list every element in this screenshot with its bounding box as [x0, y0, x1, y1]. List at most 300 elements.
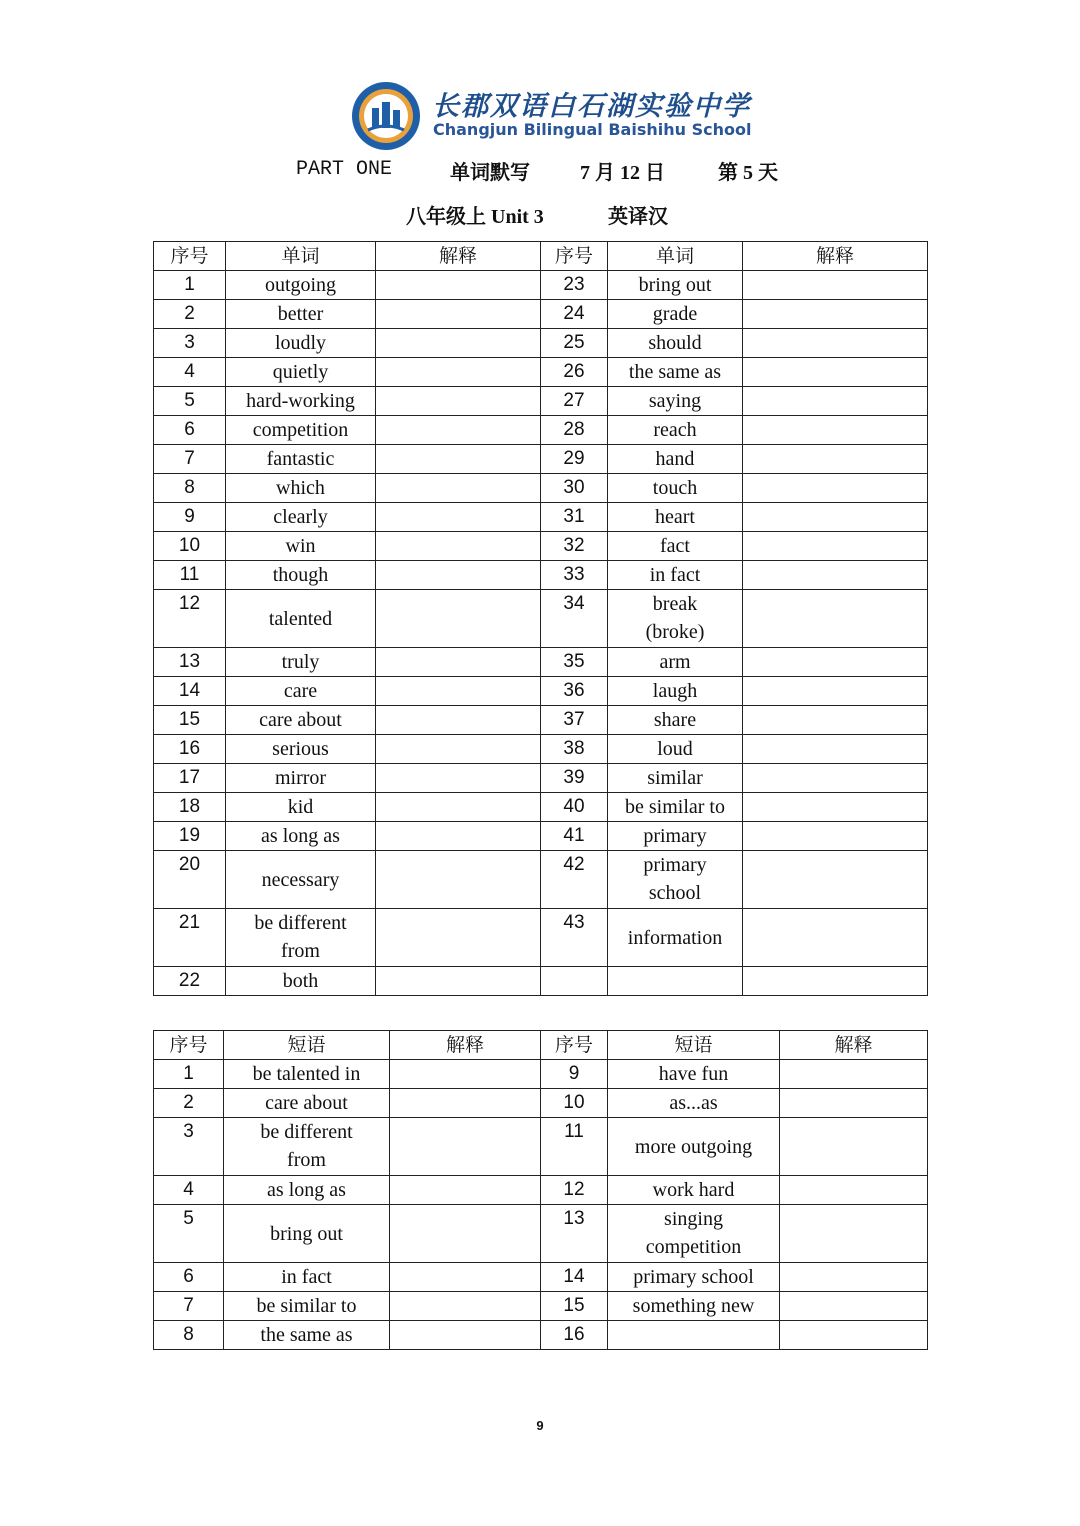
row-index-text: 11	[564, 1121, 584, 1142]
row-index-text: 3	[183, 1121, 194, 1142]
row-index	[154, 822, 226, 851]
task-label: 单词默写	[450, 162, 530, 184]
row-index-text: 9	[184, 506, 195, 527]
row-index-text: 13	[178, 651, 201, 672]
row-index	[541, 590, 608, 648]
row-index-text: 21	[178, 912, 201, 933]
word-cell-text: kid	[287, 796, 314, 818]
word-cell	[608, 909, 743, 967]
meaning-answer-cell[interactable]	[743, 909, 928, 967]
row-index-text: 37	[563, 709, 585, 730]
word-cell-text: should	[648, 332, 702, 354]
meaning-answer-cell[interactable]	[390, 1321, 541, 1350]
row-index-text: 42	[563, 854, 585, 875]
word-cell	[226, 445, 376, 474]
word-cell-text: share	[653, 709, 697, 731]
table-row	[154, 1205, 928, 1263]
row-index	[541, 1263, 608, 1292]
meaning-answer-cell[interactable]	[376, 416, 541, 445]
grade-unit-label: 八年级上 Unit 3	[406, 206, 544, 228]
meaning-answer-cell[interactable]	[390, 1089, 541, 1118]
word-cell-text: both	[282, 970, 319, 992]
row-index	[154, 271, 226, 300]
word-cell-text: heart	[655, 506, 695, 528]
row-index	[154, 706, 226, 735]
word-cell-text: touch	[652, 477, 698, 499]
row-index	[154, 590, 226, 648]
phrase-cell	[224, 1321, 390, 1350]
word-cell	[608, 677, 743, 706]
row-index	[541, 648, 608, 677]
meaning-answer-cell[interactable]	[743, 706, 928, 735]
meaning-answer-cell[interactable]	[780, 1263, 928, 1292]
meaning-answer-cell[interactable]	[390, 1263, 541, 1292]
meaning-answer-cell[interactable]	[390, 1205, 541, 1263]
row-index-text: 17	[178, 767, 201, 788]
word-cell	[608, 822, 743, 851]
row-index-text: 4	[183, 1179, 194, 1200]
column-header-meaning: 解释	[780, 1031, 928, 1060]
word-cell	[608, 590, 743, 648]
table-row	[154, 416, 928, 445]
word-cell-text: competition	[252, 419, 349, 441]
word-cell-text: loud	[657, 738, 693, 760]
school-name-cn: 长郡双语白石湖实验中学	[432, 91, 751, 122]
word-cell	[608, 735, 743, 764]
table-row	[154, 909, 928, 967]
meaning-answer-cell[interactable]	[743, 822, 928, 851]
word-cell	[226, 735, 376, 764]
meaning-answer-cell[interactable]	[743, 590, 928, 648]
meaning-answer-cell[interactable]	[780, 1118, 928, 1176]
phrase-cell	[608, 1118, 780, 1176]
row-index-text: 28	[563, 419, 585, 440]
phrase-cell	[608, 1060, 780, 1089]
meaning-answer-cell[interactable]	[780, 1205, 928, 1263]
row-index-text: 12	[178, 593, 201, 614]
meaning-answer-cell[interactable]	[743, 416, 928, 445]
table-row	[154, 1263, 928, 1292]
word-cell-text: hand	[655, 448, 695, 470]
day-label: 第 5 天	[718, 162, 778, 184]
column-header-phrase: 短语	[608, 1031, 780, 1060]
row-index	[154, 1176, 224, 1205]
row-index-text: 2	[184, 303, 195, 324]
meaning-answer-cell[interactable]	[780, 1292, 928, 1321]
word-cell-text: quietly	[272, 361, 329, 383]
phrase-cell-text: primary school	[633, 1266, 754, 1288]
meaning-answer-cell[interactable]	[390, 1118, 541, 1176]
word-cell-text: care about	[259, 709, 342, 731]
column-header-meaning: 解释	[376, 242, 541, 271]
word-cell-text: primary	[643, 825, 707, 847]
meaning-answer-cell[interactable]	[743, 329, 928, 358]
meaning-answer-cell[interactable]	[376, 851, 541, 909]
row-index	[154, 561, 226, 590]
meaning-answer-cell[interactable]	[743, 764, 928, 793]
column-header-index: 序号	[541, 242, 608, 271]
row-index-text: 5	[184, 390, 195, 411]
meaning-answer-cell[interactable]	[743, 358, 928, 387]
row-index	[154, 1263, 224, 1292]
meaning-answer-cell[interactable]	[743, 677, 928, 706]
row-index	[541, 1060, 608, 1089]
phrase-cell	[608, 1176, 780, 1205]
word-cell	[226, 851, 376, 909]
row-index	[154, 532, 226, 561]
phrase-cell	[608, 1263, 780, 1292]
row-index	[541, 793, 608, 822]
word-cell-text: win	[285, 535, 316, 557]
phrase-cell	[608, 1089, 780, 1118]
row-index	[154, 445, 226, 474]
meaning-answer-cell[interactable]	[376, 300, 541, 329]
table-row	[154, 764, 928, 793]
word-cell	[226, 300, 376, 329]
meaning-answer-cell[interactable]	[743, 561, 928, 590]
meaning-answer-cell[interactable]	[376, 387, 541, 416]
phrase-cell	[224, 1292, 390, 1321]
meaning-answer-cell[interactable]	[390, 1060, 541, 1089]
meaning-answer-cell[interactable]	[376, 822, 541, 851]
meaning-answer-cell[interactable]	[376, 909, 541, 967]
row-index	[541, 967, 608, 996]
date-label: 7 月 12 日	[580, 162, 665, 184]
table-row	[154, 1292, 928, 1321]
meaning-answer-cell[interactable]	[743, 503, 928, 532]
row-index-text: 6	[184, 419, 195, 440]
meaning-answer-cell[interactable]	[376, 706, 541, 735]
word-cell-text: serious	[272, 738, 329, 760]
word-cell-text: bring out	[638, 274, 712, 296]
row-index-text: 41	[563, 825, 585, 846]
meaning-answer-cell[interactable]	[376, 764, 541, 793]
column-header-index: 序号	[541, 1031, 608, 1060]
word-cell	[608, 474, 743, 503]
meaning-answer-cell[interactable]	[376, 677, 541, 706]
row-index-text: 43	[563, 912, 585, 933]
table-row	[154, 358, 928, 387]
row-index	[541, 764, 608, 793]
table-row	[154, 300, 928, 329]
word-cell	[226, 764, 376, 793]
words-table	[153, 241, 928, 996]
word-cell	[226, 474, 376, 503]
word-cell	[608, 851, 743, 909]
word-cell	[608, 706, 743, 735]
meaning-answer-cell[interactable]	[376, 329, 541, 358]
table-row	[154, 445, 928, 474]
table-row	[154, 329, 928, 358]
word-cell	[226, 793, 376, 822]
row-index-text: 13	[563, 1208, 585, 1229]
row-index-text: 7	[184, 448, 195, 469]
table-row	[154, 822, 928, 851]
row-index-text: 35	[563, 651, 585, 672]
meaning-answer-cell[interactable]	[743, 967, 928, 996]
row-index-text: 10	[178, 535, 201, 556]
word-cell	[226, 909, 376, 967]
meaning-answer-cell[interactable]	[780, 1060, 928, 1089]
row-index-text: 26	[563, 361, 585, 382]
phrases-table	[153, 1030, 928, 1350]
phrase-cell	[608, 1292, 780, 1321]
word-cell	[226, 706, 376, 735]
word-cell	[226, 590, 376, 648]
row-index	[154, 1089, 224, 1118]
column-header-word: 单词	[226, 242, 376, 271]
words-table-header-row	[154, 242, 928, 271]
word-cell-text: the same as	[628, 361, 722, 383]
word-cell-text: fantastic	[266, 448, 335, 470]
row-index-text: 31	[563, 506, 585, 527]
word-cell-text: primary	[643, 854, 707, 876]
phrase-cell	[224, 1263, 390, 1292]
word-cell	[608, 967, 743, 996]
word-cell	[608, 271, 743, 300]
word-cell-text: outgoing	[264, 274, 337, 296]
word-cell	[608, 358, 743, 387]
column-header-meaning: 解释	[743, 242, 928, 271]
meaning-answer-cell[interactable]	[376, 503, 541, 532]
row-index-text: 12	[563, 1179, 585, 1200]
row-index-text: 4	[184, 361, 195, 382]
meaning-answer-cell[interactable]	[743, 648, 928, 677]
phrase-cell-text: be similar to	[256, 1295, 357, 1317]
word-cell	[226, 503, 376, 532]
row-index	[154, 735, 226, 764]
row-index	[154, 329, 226, 358]
word-cell-text: truly	[281, 651, 320, 673]
row-index-text: 10	[563, 1092, 585, 1113]
row-index	[541, 706, 608, 735]
meaning-answer-cell[interactable]	[743, 271, 928, 300]
table-row	[154, 967, 928, 996]
word-cell-text: similar	[647, 767, 703, 789]
table-row	[154, 1321, 928, 1350]
row-index-text: 36	[563, 680, 585, 701]
meaning-answer-cell[interactable]	[780, 1176, 928, 1205]
table-row	[154, 271, 928, 300]
row-index	[541, 1205, 608, 1263]
word-cell-text: saying	[648, 390, 702, 412]
meaning-answer-cell[interactable]	[743, 300, 928, 329]
word-cell	[226, 677, 376, 706]
row-index-text: 39	[563, 767, 585, 788]
row-index	[541, 300, 608, 329]
row-index-text: 19	[178, 825, 201, 846]
word-cell	[226, 271, 376, 300]
word-cell	[226, 329, 376, 358]
table-row	[154, 1089, 928, 1118]
row-index-text: 34	[563, 593, 585, 614]
column-header-index: 序号	[154, 242, 226, 271]
meaning-answer-cell[interactable]	[376, 532, 541, 561]
meaning-answer-cell[interactable]	[743, 851, 928, 909]
phrase-cell-text: as long as	[267, 1179, 346, 1201]
mode-label: 英译汉	[608, 206, 668, 228]
row-index	[541, 271, 608, 300]
row-index-text: 2	[183, 1092, 194, 1113]
word-cell	[226, 648, 376, 677]
word-cell	[608, 445, 743, 474]
row-index	[541, 909, 608, 967]
table-row	[154, 387, 928, 416]
word-cell	[226, 967, 376, 996]
phrase-cell	[224, 1176, 390, 1205]
word-cell-text: fact	[660, 535, 690, 557]
meaning-answer-cell[interactable]	[780, 1321, 928, 1350]
table-row	[154, 503, 928, 532]
phrase-cell-text: care about	[265, 1092, 348, 1114]
page-number: 9	[536, 1418, 544, 1433]
meaning-answer-cell[interactable]	[780, 1089, 928, 1118]
column-header-meaning: 解释	[390, 1031, 541, 1060]
row-index	[541, 387, 608, 416]
row-index-text: 25	[563, 332, 585, 353]
row-index	[154, 677, 226, 706]
meaning-answer-cell[interactable]	[743, 387, 928, 416]
row-index-text: 33	[563, 564, 585, 585]
meaning-answer-cell[interactable]	[376, 561, 541, 590]
meaning-answer-cell[interactable]	[743, 474, 928, 503]
row-index	[541, 1118, 608, 1176]
phrase-cell	[224, 1089, 390, 1118]
meaning-answer-cell[interactable]	[743, 532, 928, 561]
word-cell	[226, 822, 376, 851]
word-cell	[608, 300, 743, 329]
word-cell-text: reach	[653, 419, 697, 441]
row-index	[154, 909, 226, 967]
column-header-word: 单词	[608, 242, 743, 271]
row-index	[154, 648, 226, 677]
word-cell	[608, 648, 743, 677]
phrase-cell	[224, 1118, 390, 1176]
row-index-text: 14	[178, 680, 201, 701]
meaning-answer-cell[interactable]	[376, 967, 541, 996]
meaning-answer-cell[interactable]	[376, 648, 541, 677]
word-cell-text: be similar to	[625, 796, 725, 818]
row-index-text: 16	[563, 1324, 585, 1345]
word-cell	[226, 416, 376, 445]
meaning-answer-cell[interactable]	[743, 793, 928, 822]
phrase-cell-text: the same as	[260, 1324, 353, 1346]
phrase-cell	[608, 1205, 780, 1263]
phrase-cell-text: bring out	[270, 1222, 343, 1245]
row-index	[541, 503, 608, 532]
table-row	[154, 474, 928, 503]
meaning-answer-cell[interactable]	[743, 445, 928, 474]
word-cell-text-line2: from	[281, 940, 320, 962]
row-index-text: 15	[563, 1295, 585, 1316]
word-cell	[608, 329, 743, 358]
word-cell	[608, 532, 743, 561]
word-cell-text: grade	[652, 303, 698, 325]
meaning-answer-cell[interactable]	[376, 590, 541, 648]
phrase-cell-text: something new	[632, 1295, 755, 1317]
row-index-text: 38	[563, 738, 585, 759]
row-index	[154, 387, 226, 416]
row-index	[154, 793, 226, 822]
row-index	[154, 1292, 224, 1321]
meaning-answer-cell[interactable]	[390, 1292, 541, 1321]
table-row	[154, 1176, 928, 1205]
word-cell-text: which	[276, 477, 325, 499]
row-index-text: 32	[563, 535, 585, 556]
row-index	[154, 851, 226, 909]
row-index	[154, 1205, 224, 1263]
row-index	[154, 1060, 224, 1089]
phrase-cell	[224, 1060, 390, 1089]
word-cell-text: though	[272, 564, 329, 586]
phrase-cell-text: have fun	[658, 1063, 729, 1085]
meaning-answer-cell[interactable]	[376, 271, 541, 300]
row-index-text: 1	[184, 274, 195, 295]
phrase-cell-text: in fact	[281, 1266, 332, 1288]
row-index-text: 8	[183, 1324, 194, 1345]
row-index	[541, 561, 608, 590]
row-index	[541, 822, 608, 851]
meaning-answer-cell[interactable]	[376, 474, 541, 503]
column-header-index: 序号	[154, 1031, 224, 1060]
phrase-cell-text: as...as	[669, 1092, 718, 1114]
word-cell-text: clearly	[273, 506, 328, 528]
table-row	[154, 677, 928, 706]
row-index	[541, 735, 608, 764]
row-index	[154, 764, 226, 793]
word-cell	[226, 387, 376, 416]
row-index	[541, 532, 608, 561]
row-index-text: 40	[563, 796, 585, 817]
row-index-text: 1	[183, 1063, 194, 1084]
phrase-cell-text-line2: from	[287, 1149, 326, 1171]
phrase-cell-text-line2: competition	[645, 1236, 742, 1258]
meaning-answer-cell[interactable]	[376, 358, 541, 387]
row-index	[154, 967, 226, 996]
row-index	[154, 503, 226, 532]
table-row	[154, 793, 928, 822]
row-index-text: 22	[178, 970, 201, 991]
meaning-answer-cell[interactable]	[743, 735, 928, 764]
phrase-cell-text: more outgoing	[634, 1135, 753, 1158]
row-index-text: 20	[178, 854, 201, 875]
row-index	[541, 474, 608, 503]
row-index-text: 30	[563, 477, 585, 498]
table-row	[154, 851, 928, 909]
row-index	[541, 677, 608, 706]
meaning-answer-cell[interactable]	[376, 793, 541, 822]
row-index	[541, 1292, 608, 1321]
word-cell	[226, 358, 376, 387]
row-index-text: 23	[563, 274, 585, 295]
meaning-answer-cell[interactable]	[376, 445, 541, 474]
row-index	[154, 474, 226, 503]
meaning-answer-cell[interactable]	[390, 1176, 541, 1205]
row-index	[541, 1176, 608, 1205]
word-cell	[608, 561, 743, 590]
school-emblem-icon	[350, 80, 422, 152]
row-index-text: 3	[184, 332, 195, 353]
school-name-en: Changjun Bilingual Baishihu School	[433, 120, 752, 139]
word-cell	[608, 503, 743, 532]
word-cell	[226, 532, 376, 561]
row-index-text: 24	[563, 303, 585, 324]
word-cell-text: in fact	[649, 564, 701, 586]
word-cell	[608, 793, 743, 822]
meaning-answer-cell[interactable]	[376, 735, 541, 764]
phrase-cell	[224, 1205, 390, 1263]
word-cell-text: mirror	[274, 767, 327, 789]
